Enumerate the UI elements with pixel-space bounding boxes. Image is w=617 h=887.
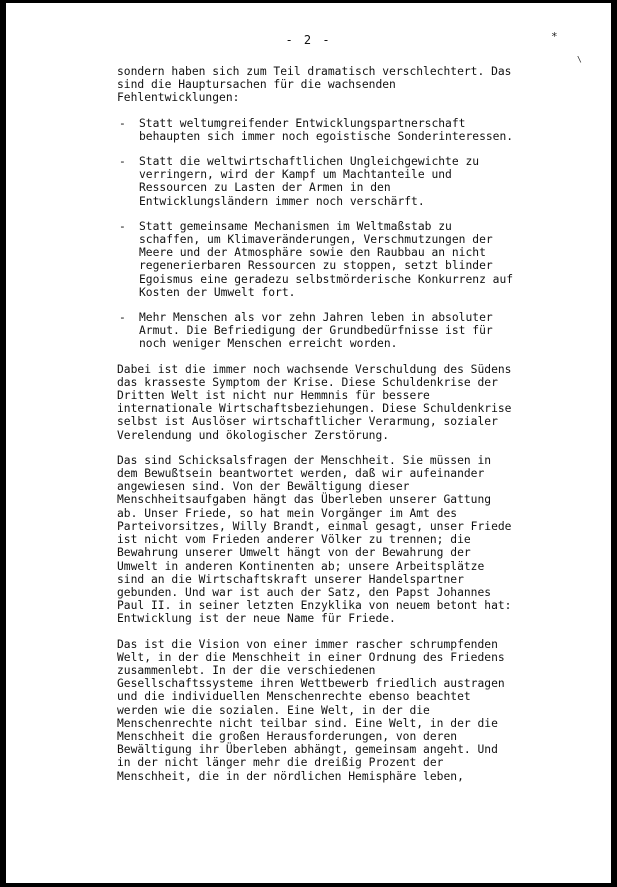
bullet-list	[117, 117, 537, 351]
bullet-item	[117, 117, 537, 143]
bullet-text: Statt weltumgreifender Entwicklungspartnerschaft behaupten sich immer noch egoistische Sonderinteressen.	[139, 116, 514, 143]
bullet-text: Statt die weltwirtschaftlichen Ungleichgewichte zu verringern, wird der Kampf um Machtanteile und Ressourcen zu Lasten der Armen in den Entwicklungsländern immer noch verschärft.	[139, 155, 480, 208]
bullet-item	[117, 220, 537, 299]
page-number: - 2 -	[285, 33, 332, 47]
paragraph-text: Dabei ist die immer noch wachsende Verschuldung des Südens das krasseste Symptom der Krise. Diese Schuldenkrise der Dritten Welt ist nicht nur Hemmnis für bessere internationale Wirtschaftsbeziehungen. Diese Schuldenkrise selbst ist Auslöser wirtschaftlicher Verarmung, sozialer Verelendung und ökologischer Zerstörung.	[117, 362, 512, 442]
body-paragraph	[117, 363, 537, 442]
document-page	[6, 3, 611, 883]
bullet-dash: -	[119, 311, 126, 325]
bullet-text: Mehr Menschen als vor zehn Jahren leben in absoluter Armut. Die Befriedigung der Grundbedürfnisse ist für noch weniger Menschen erreicht worden.	[139, 311, 493, 351]
bullet-dash: -	[119, 116, 126, 130]
body-paragraph	[117, 638, 537, 783]
bullet-item	[117, 155, 537, 208]
bullet-dash: -	[119, 219, 126, 233]
paragraph-text: sondern haben sich zum Teil dramatisch verschlechtert. Das sind die Hauptursachen für die wachsenden Fehlentwicklungen:	[117, 65, 512, 105]
paragraph-text: Das ist die Vision von einer immer rascher schrumpfenden Welt, in der die Menschheit in einer Ordnung des Friedens zusammenlebt. In der die verschiedenen Gesellschaftssysteme ihren Wettbewerb friedlich austragen und die individuellen Menschenrechte ebenso beachtet werden wie die sozialen. Eine Welt, in der die Menschenrechte nicht teilbar sind. Eine Welt, in der die Menschheit die großen Herausforderungen, von deren Bewältigung ihr Überleben abhängt, gemeinsam angeht. Und in der nicht länger mehr die dreißig Prozent der Menschheit, die in der nördlichen Hemisphäre leben,	[117, 637, 505, 783]
paragraph-text: Das sind Schicksalsfragen der Menschheit. Sie müssen in dem Bewußtsein beantwortet werden, daß wir aufeinander angewiesen sind. Von der Bewältigung dieser Menschheitsaufgaben hängt das Überleben unserer Gattung ab. Unser Friede, so hat mein Vorgänger im Amt des Parteivorsitzes, Willy Brandt, einmal gesagt, unser Friede ist nicht vom Frieden anderer Völker zu trennen; die Bewahrung unserer Umwelt hängt von der Bewahrung der Umwelt in anderen Kontinenten ab; unsere Arbeitsplätze sind an die Wirtschaftskraft unserer Handelspartner gebunden. Und war ist auch der Satz, den Papst Johannes Paul II. in seiner letzten Enzyklika von neuem betont hat: Entwicklung ist der neue Name für Friede.	[117, 453, 512, 626]
intro-paragraph	[117, 65, 537, 105]
scan-mark: *	[551, 30, 558, 43]
body-paragraph	[117, 454, 537, 626]
bullet-item	[117, 311, 537, 351]
bullet-text: Statt gemeinsame Mechanismen im Weltmaßstab zu schaffen, um Klimaveränderungen, Verschmutzungen der Meere und der Atmosphäre sowie den Raubbau an nicht regenerierbaren Ressourcen zu stoppen, setzt blinder Egoismus eine geradezu selbstmörderische Konkurrenz auf Kosten der Umwelt fort.	[139, 219, 514, 299]
bullet-dash: -	[119, 155, 126, 169]
scan-mark: \	[577, 55, 582, 64]
document-body	[117, 65, 537, 795]
